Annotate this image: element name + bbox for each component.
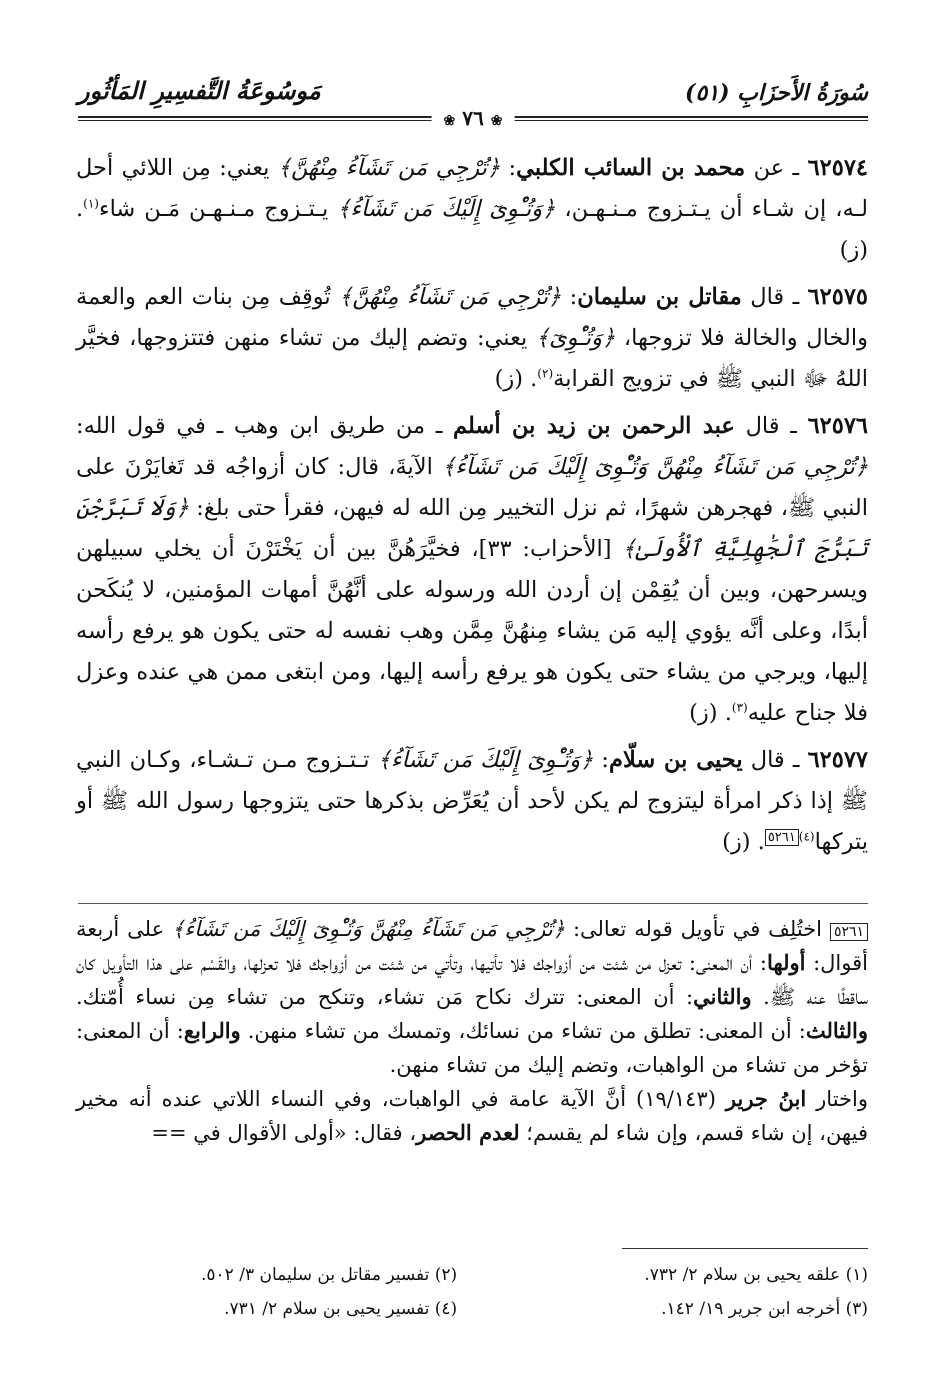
- footnote-2: (٢) تفسير مقاتل بن سليمان ٣/ ٥٠٢.: [200, 1265, 458, 1285]
- quran-quote: ﴿تُرْجِي مَن تَشَآءُ مِنْهُنَّ﴾: [339, 284, 562, 310]
- commentary-block: [76, 912, 868, 1150]
- footnote-row: [78, 1258, 868, 1292]
- quran-quote: ﴿تُرْجِي مَن تَشَآءُ مِنْهُنَّ﴾: [277, 155, 501, 181]
- quran-quote: ﴿وَتُـْٔوِىٓ إِلَيْكَ مَن تَشَآءُ﴾: [377, 747, 594, 773]
- quran-quote: ﴿وَتُـْٔوِىٓ﴾: [535, 325, 616, 351]
- entry-text: تـتـزوج مـن تـشـاء، وكـان النبي ﷺ إذا ذكر امرأة ليتزوج لم يكن لأحد أن يُعَرِّض بذكرها حتى يتزوجها رسول الله ﷺ أو يتركها: [76, 747, 868, 855]
- footnote-marker[interactable]: (١): [83, 196, 99, 211]
- entry-number: ٦٢٥٧٦: [807, 413, 868, 439]
- commentary-separator: [78, 903, 868, 904]
- commentary-text: : أن المعنى: تترك نكاح مَن تشاء، وتنكح من تشاء مِن نساء أُمّتك.: [76, 985, 694, 1009]
- entry-text: [الأحزاب: ٣٣]، فخيَّرَهُنَّ بين أن يَخْتَرْنَ أن يخلي سبيلهن ويسرحهن، وبين أن يُقِمْن إن أردن الله ورسوله على أنَّهُنَّ أمهات المؤمنين، لا يُنكَحن أبدًا، وعلى أنَّه يؤوي إليه مَن يشاء مِنهُنَّ مِمَّن وهب نفسه له حتى يكون هو يرفع رأسه إليها، ويرجي من يشاء حتى يكون هو يرفع رأسه إليها، ومن ابتغى ممن هي عنده وعزل فلا جناح عليه: [76, 536, 869, 726]
- opinion-label: أولها: [767, 950, 806, 975]
- entry-62574: [76, 148, 868, 271]
- entry-text: . (ز): [689, 700, 732, 726]
- entry-text: ـ قال: [741, 284, 808, 310]
- ornament-icon: ❀: [443, 113, 456, 129]
- narrator-name: مقاتل بن سليمان: [577, 284, 742, 310]
- entry-number: ٦٢٥٧٤: [807, 155, 869, 181]
- commentary-text: على أربعة أقوال:: [76, 917, 868, 975]
- footnotes: [78, 1258, 868, 1326]
- entry-62577: [76, 740, 868, 863]
- quran-quote: ﴿وَلَا تَبَرَّجْنَ تَبَرُّجَ ٱلْجَٰهِلِيَّةِ ٱلْأُولَىٰ﴾: [76, 495, 868, 562]
- entry-text: :: [561, 284, 578, 310]
- footnote-row: [78, 1292, 868, 1326]
- surah-title: سُورَةُ الأَحزَابِ (٥١): [685, 80, 868, 106]
- commentary-text: (١٩/١٤٣) أنَّ الآية عامة في الواهبات، وفي النساء اللاتي عنده أنه مخير فيهن، إن شاء قسم، وإن شاء لم يقسم؛: [76, 1087, 868, 1145]
- scholar-name: ابنُ جرير: [725, 1086, 807, 1111]
- footnote-4: (٤) تفسير يحيى بن سلام ٢/ ٧٣١.: [224, 1299, 458, 1319]
- entry-text: . (ز): [76, 196, 868, 263]
- quran-quote: ﴿تُرْجِي مَن تَشَآءُ مِنْهُنَّ وَتُـْٔوِىٓ إِلَيْكَ مَن تَشَآءُ﴾: [442, 454, 869, 480]
- narrator-name: يحيى بن سلّام: [609, 747, 743, 773]
- entry-text: . (ز): [722, 829, 765, 855]
- entry-text: الآيةَ، قال: كان أزواجُه قد تَغايَرْنَ على النبي ﷺ، فهجرهن شهرًا، ثم نزل التخيير مِن الله له فيهن، فقرأ حتى بلغ:: [76, 454, 868, 521]
- page-number: [432, 106, 515, 130]
- entry-text: تُوقِف مِن بنات العم والعمة والخال والخالة فلا تزوجها،: [76, 284, 869, 351]
- entry-text: ـ قال: [734, 413, 808, 439]
- commentary-paragraph: [76, 1082, 868, 1150]
- footnote-marker[interactable]: (٢): [537, 366, 554, 381]
- entry-62575: [76, 277, 868, 400]
- narrator-name: عبد الرحمن بن زيد بن أسلم: [453, 413, 735, 439]
- commentary-text: واختار: [806, 1087, 868, 1111]
- commentary-text: : أن المعنى: تعزل من شئت من أزواجك فلا تأتيها، وتأتي من شئت من أزواجك فلا تعزلها، والقَسْم على هذا التأويل كان ساقطًا عنه ﷺ.: [76, 951, 868, 1009]
- entry-62576: [76, 406, 868, 734]
- entry-text: ـ عن: [745, 155, 808, 181]
- book-title: مَوسُوعَةُ التَّفسِيرِ المَأثُور: [78, 76, 321, 105]
- footnote-3: (٣) أخرجه ابن جرير ١٩/ ١٤٢.: [661, 1299, 868, 1319]
- commentary-ref-box[interactable]: ٥٢٦١: [765, 829, 799, 846]
- entry-text: يـتـزوج مـنـهـن مَـن شاء: [98, 196, 338, 222]
- footnote-marker[interactable]: (٣): [731, 700, 748, 715]
- footnote-marker[interactable]: (٤): [798, 829, 815, 844]
- entry-text: ـ من طريق ابن وهب ـ في قول الله:: [76, 413, 454, 439]
- entry-text: :: [593, 747, 610, 773]
- emphasis-text: لعدم الحصر: [416, 1120, 520, 1145]
- entry-number: ٦٢٥٧٥: [807, 284, 869, 310]
- entry-text: ـ قال: [742, 747, 808, 773]
- footnote-rule: [622, 1248, 868, 1249]
- quran-quote: ﴿تُرْجِي مَن تَشَآءُ مِنْهُنَّ وَتُـْٔوِىٓ إِلَيْكَ مَن تَشَآءُ﴾: [172, 917, 566, 941]
- commentary-text: اختُلِف في تأويل قوله تعالى:: [565, 917, 830, 941]
- entry-text: يعني: مِن اللائي أحل لـه، إن شـاء أن يـتـزوج مـنـهـن،: [76, 155, 868, 222]
- commentary-text: : أن المعنى: تطلق من تشاء من نسائك، وتمسك من تشاء منهن.: [240, 1019, 806, 1043]
- entry-number: ٦٢٥٧٧: [807, 747, 869, 773]
- ornament-icon: ❀: [490, 113, 503, 129]
- quran-quote: ﴿وَتُـْٔوِىٓ إِلَيْكَ مَن تَشَآءُ﴾: [337, 196, 556, 222]
- entry-text: يعني: وتضم إليك من تشاء منهن فتتزوجها، فخيَّر اللهُ ﷻ النبي ﷺ في تزويج القرابة: [76, 325, 868, 392]
- opinion-label: والرابع: [183, 1018, 241, 1043]
- commentary-text: ، فقال: «أولى الأقوال في ==: [151, 1121, 417, 1145]
- entry-text: :: [500, 155, 517, 181]
- main-text: [76, 148, 868, 869]
- running-header: [78, 70, 868, 132]
- opinion-label: والثاني: [693, 984, 752, 1009]
- narrator-name: محمد بن السائب الكلبي: [516, 155, 746, 181]
- commentary-text: : أن المعنى: تؤخر من تشاء من الواهبات، وتضم إليك من تشاء منهن.: [76, 1019, 868, 1077]
- commentary-box-label: ٥٢٦١: [830, 923, 868, 941]
- commentary-paragraph: [76, 912, 868, 1082]
- opinion-label: والثالث: [805, 1018, 868, 1043]
- entry-text: . (ز): [494, 366, 538, 392]
- page-number-text: ٧٦: [462, 106, 484, 130]
- footnote-1: (١) علقه يحيى بن سلام ٢/ ٧٣٢.: [644, 1265, 868, 1285]
